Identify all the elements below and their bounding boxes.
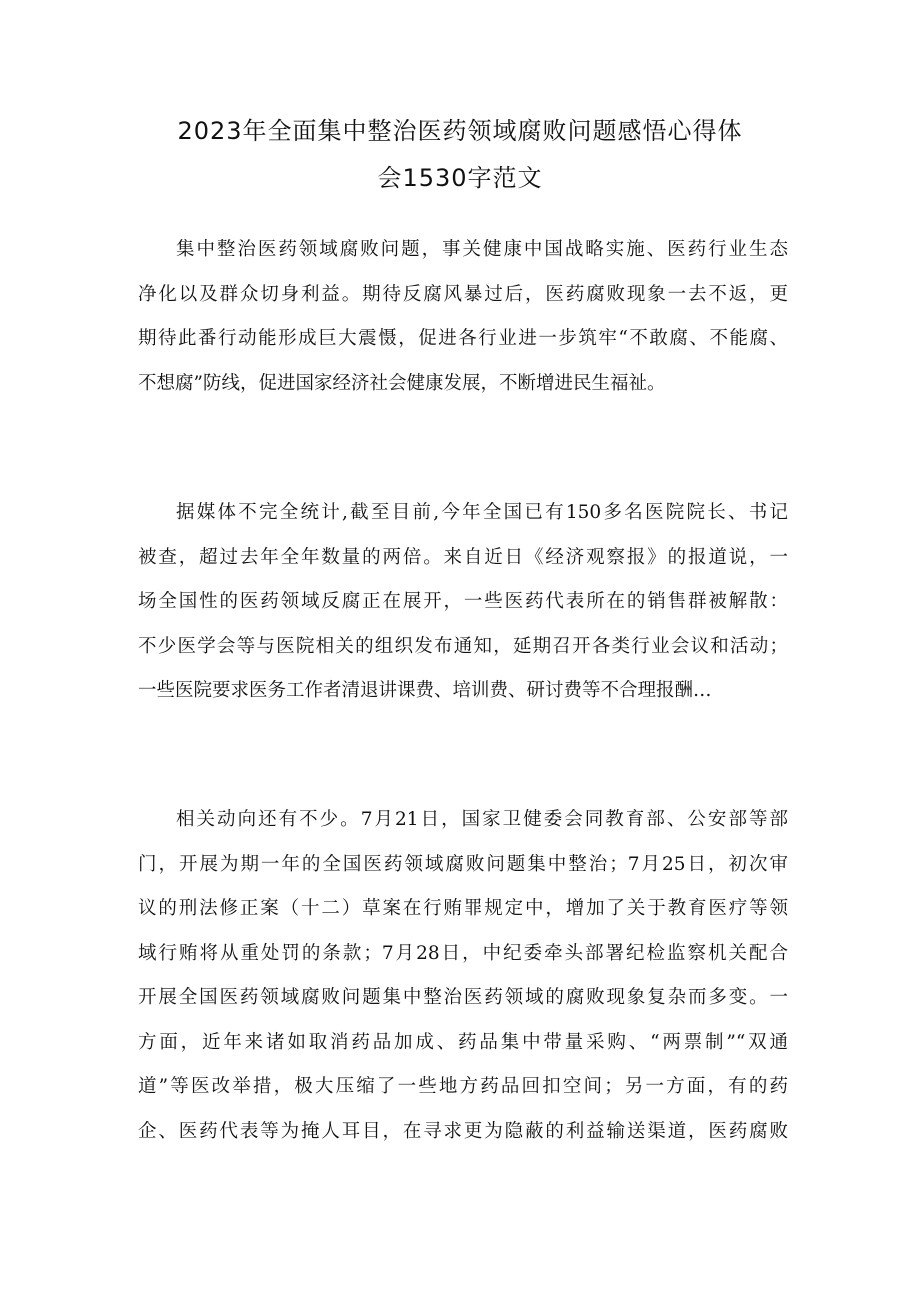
paragraph-line: 被查，超过去年全年数量的两倍。来自近日《经济观察报》的报道说，一 [138, 546, 788, 568]
paragraph-line: 开展全国医药领域腐败问题集中整治医药领域的腐败现象复杂而多变。一 [138, 987, 788, 1008]
paragraph-line: 据媒体不完全统计,截至目前,今年全国已有150多名医院院长、书记 [176, 502, 788, 523]
paragraph-3 [138, 798, 788, 1154]
paragraph-line: 域行贿将从重处罚的条款；7月28日，中纪委牵头部署纪检监察机关配合 [138, 942, 788, 964]
paragraph-line: 一些医院要求医务工作者清退讲课费、培训费、研讨费等不合理报酬… [138, 680, 712, 701]
paragraph-2 [138, 491, 788, 714]
paragraph-line: 门，开展为期一年的全国医药领域腐败问题集中整治；7月25日，初次审 [138, 853, 788, 875]
paragraph-line: 不想腐”防线，促进国家经济社会健康发展，不断增进民生福祉。 [138, 372, 666, 394]
title-line: 会1530字范文 [377, 164, 543, 192]
document-title [120, 108, 800, 202]
paragraph-line: 净化以及群众切身利益。期待反腐风暴过后，医药腐败现象一去不返，更 [138, 283, 788, 305]
paragraph-line: 道”等医改举措，极大压缩了一些地方药品回扣空间；另一方面，有的药 [138, 1076, 788, 1097]
paragraph-line: 场全国性的医药领域反腐正在展开，一些医药代表所在的销售群被解散： [138, 591, 788, 612]
paragraph-line: 期待此番行动能形成巨大震慑，促进各行业进一步筑牢“不敢腐、不能腐、 [138, 328, 788, 349]
paragraph-line: 不少医学会等与医院相关的组织发布通知，延期召开各类行业会议和活动； [138, 635, 788, 657]
paragraph-line: 相关动向还有不少。7月21日，国家卫健委会同教育部、公安部等部 [176, 809, 788, 830]
paragraph-line: 议的刑法修正案（十二）草案在行贿罪规定中，增加了关于教育医疗等领 [138, 898, 788, 919]
paragraph-line: 集中整治医药领域腐败问题，事关健康中国战略实施、医药行业生态 [176, 239, 788, 260]
title-line: 2023年全面集中整治医药领域腐败问题感悟心得体 [177, 117, 743, 145]
paragraph-line: 方面，近年来诸如取消药品加成、药品集中带量采购、“两票制”“双通 [138, 1031, 788, 1053]
paragraph-line: 企、医药代表等为掩人耳目，在寻求更为隐蔽的利益输送渠道，医药腐败 [138, 1120, 788, 1142]
paragraph-1 [138, 228, 788, 406]
